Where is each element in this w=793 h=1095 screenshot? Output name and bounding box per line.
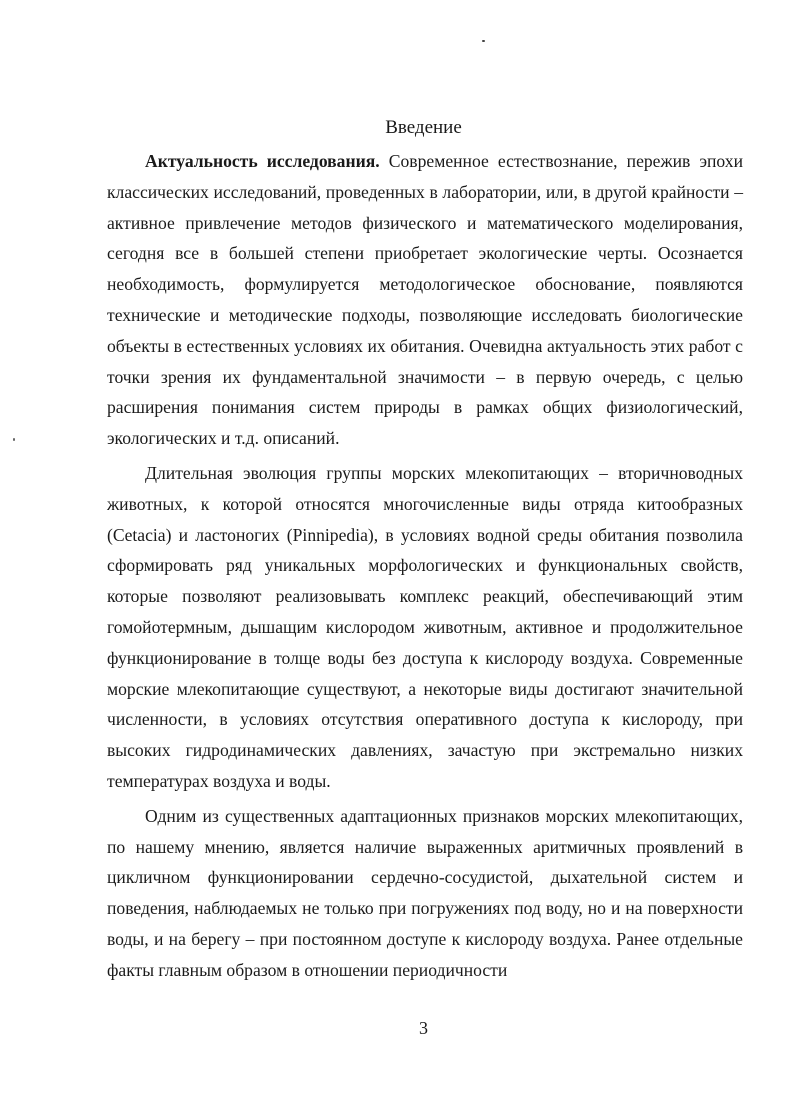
paragraph-lead: Актуальность исследования.: [145, 151, 380, 171]
page-number: 3: [419, 1018, 428, 1038]
body-text: [107, 146, 743, 986]
scan-speck: [482, 40, 485, 42]
paragraph-text: Одним из существенных адаптационных признаков морских млекопитающих, по нашему мнению, является наличие выраженных аритмичных проявлений в цикличном функционировании сердечно-сосудистой, дыхательной систем и поведения, наблюдаемых не только при погружениях под воду, но и на поверхности воды, и на берегу – при постоянном доступе к кислороду воздуха. Ранее отдельные факты главным образом в отношении периодичности: [107, 805, 743, 980]
scan-speck: [13, 438, 15, 441]
paragraph-text: Длительная эволюция группы морских млекопитающих – вторичноводных животных, к которой относятся многочисленные виды отряда китообразных (Cetacia) и ластоногих (Pinnipedia), в условиях водной среды обитания позволила сформировать ряд уникальных морфологических и функциональных свойств, которые позволяют реализовывать комплекс реакций, обеспечивающий этим гомойотермным, дышащим кислородом животным, активное и продолжительное функционирование в толще воды без доступа к кислороду воздуха. Современные морские млекопитающие существуют, а некоторые виды достигают значительной численности, в условиях отсутствия оперативного доступа к кислороду, при высоких гидродинамических давлениях, зачастую при экстремально низких температурах воздуха и воды.: [107, 462, 743, 791]
paragraph-relevance: [107, 146, 743, 454]
paragraph-evolution: [107, 458, 743, 797]
paragraph-adaptation: [107, 801, 743, 986]
section-title: Введение: [385, 117, 462, 138]
paragraph-text: Современное естествознание, пережив эпохи классических исследований, проведенных в лаборатории, или, в другой крайности – активное привлечение методов физического и математического моделирования, сегодня все в большей степени приобретает экологические черты. Осознается необходимость, формулируется методологическое обоснование, появляются технические и методические подходы, позволяющие исследовать биологические объекты в естественных условиях их обитания. Очевидна актуальность этих работ с точки зрения их фундаментальной значимости – в первую очередь, с целью расширения понимания систем природы в рамках общих физиологический, экологических и т.д. описаний.: [107, 151, 743, 449]
